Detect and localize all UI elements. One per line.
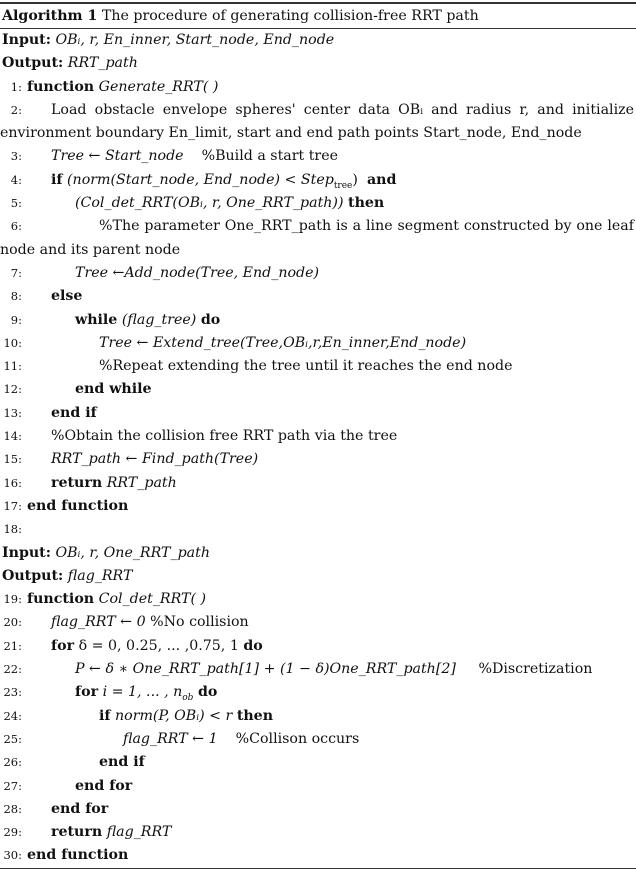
line-number: 22: bbox=[3, 662, 22, 677]
code-text: flag_RRT ← 0 bbox=[51, 614, 146, 631]
code-line bbox=[0, 518, 636, 541]
keyword: if bbox=[99, 707, 111, 724]
input-line-2 bbox=[0, 542, 636, 565]
code-line bbox=[0, 262, 636, 285]
keyword: end function bbox=[27, 847, 129, 864]
comment: %No collision bbox=[150, 614, 249, 631]
code-text: norm(P, OBᵢ) < r bbox=[115, 707, 233, 724]
comment: %The parameter One_RRT_path is a line segment constructed by one leaf node and its parent node bbox=[0, 218, 634, 258]
code-line bbox=[0, 309, 636, 332]
comment: %Repeat extending the tree until it reaches the end node bbox=[99, 358, 513, 375]
code-text: δ = 0, 0.25, ... ,0.75, 1 bbox=[78, 637, 239, 654]
code-text: Col_det_RRT( ) bbox=[98, 591, 207, 608]
code-line bbox=[0, 76, 636, 99]
output-line-2 bbox=[0, 565, 636, 588]
line-number: 28: bbox=[3, 801, 22, 816]
line-number: 27: bbox=[3, 778, 22, 793]
code-line bbox=[0, 588, 636, 611]
keyword: end while bbox=[75, 381, 152, 398]
keyword: and bbox=[366, 171, 397, 188]
line-number: 7: bbox=[10, 265, 22, 280]
keyword: else bbox=[51, 288, 83, 305]
code-line bbox=[0, 751, 636, 774]
input-label: Input: bbox=[2, 32, 51, 48]
code-line bbox=[0, 169, 636, 192]
output-label: Output: bbox=[2, 567, 64, 584]
code-text: (Col_det_RRT(OBᵢ, r, One_RRT_path)) bbox=[75, 195, 344, 212]
code-line bbox=[0, 775, 636, 798]
comment: %Obtain the collision free RRT path via the tree bbox=[51, 428, 398, 445]
code-line bbox=[0, 821, 636, 844]
line-number: 5: bbox=[10, 196, 22, 211]
code-text: Tree ←Add_node(Tree, End_node) bbox=[75, 264, 320, 281]
keyword: end for bbox=[51, 800, 109, 817]
keyword: for bbox=[75, 684, 99, 701]
code-text: RRT_path ← Find_path(Tree) bbox=[51, 451, 259, 468]
output-value: RRT_path bbox=[67, 55, 138, 72]
line-number: 8: bbox=[10, 289, 22, 304]
comment: %Collison occurs bbox=[235, 730, 360, 747]
line-number: 24: bbox=[3, 708, 22, 723]
line-number: 23: bbox=[3, 685, 22, 700]
line-number: 1: bbox=[10, 79, 22, 94]
code-text: (flag_tree) bbox=[121, 311, 197, 328]
code-line bbox=[0, 728, 636, 751]
keyword: do bbox=[200, 311, 221, 328]
line-number: 25: bbox=[3, 731, 22, 746]
code-text: Load obstacle envelope spheres' center data OBᵢ and radius r, and initialize environment boundary En_limit, start and end path points Start_node, End_node bbox=[0, 101, 634, 142]
code-text: i = 1, ... , n bbox=[102, 684, 183, 701]
line-number: 6: bbox=[10, 219, 22, 234]
input-label: Input: bbox=[2, 544, 51, 561]
code-text: flag_RRT bbox=[106, 824, 172, 841]
line-number: 11: bbox=[3, 359, 22, 374]
keyword: then bbox=[348, 195, 385, 212]
code-line bbox=[0, 145, 636, 168]
algorithm-block bbox=[0, 2, 636, 869]
line-number: 21: bbox=[3, 638, 22, 653]
line-number: 10: bbox=[3, 335, 22, 350]
code-line bbox=[0, 99, 636, 146]
line-number: 17: bbox=[3, 498, 22, 513]
output-label: Output: bbox=[2, 55, 64, 72]
input-value: OBᵢ, r, One_RRT_path bbox=[55, 544, 210, 561]
code-text: flag_RRT ← 1 bbox=[123, 730, 218, 747]
caption-label: Algorithm 1 bbox=[2, 8, 98, 24]
code-text: RRT_path bbox=[106, 474, 177, 491]
code-line bbox=[0, 332, 636, 355]
code-line bbox=[0, 285, 636, 308]
line-number: 30: bbox=[3, 848, 22, 863]
input-line-1 bbox=[0, 29, 636, 52]
code-line bbox=[0, 472, 636, 495]
output-value: flag_RRT bbox=[67, 567, 133, 584]
keyword: end function bbox=[27, 497, 129, 514]
line-number: 20: bbox=[3, 615, 22, 630]
code-text: ) bbox=[352, 171, 358, 188]
keyword: if bbox=[51, 171, 63, 188]
line-number: 29: bbox=[3, 825, 22, 840]
code-text: (norm(Start_node, End_node) < Step bbox=[67, 171, 334, 188]
subscript: ob bbox=[182, 693, 194, 704]
line-number: 3: bbox=[10, 149, 22, 164]
keyword: return bbox=[51, 474, 103, 491]
code-line bbox=[0, 844, 636, 867]
line-number: 2: bbox=[10, 102, 22, 117]
code-line bbox=[0, 798, 636, 821]
caption-text: The procedure of generating collision-free RRT path bbox=[97, 8, 479, 24]
code-line bbox=[0, 192, 636, 215]
line-number: 14: bbox=[3, 429, 22, 444]
line-number: 12: bbox=[3, 382, 22, 397]
code-text: Tree ← Extend_tree(Tree,OBᵢ,r,En_inner,End_node) bbox=[99, 334, 467, 351]
code-line bbox=[0, 681, 636, 704]
subscript: tree bbox=[333, 180, 353, 191]
line-number: 4: bbox=[10, 172, 22, 187]
keyword: while bbox=[75, 311, 118, 328]
code-line bbox=[0, 425, 636, 448]
code-text: Tree ← Start_node bbox=[51, 148, 184, 165]
code-line bbox=[0, 402, 636, 425]
bottom-rule bbox=[0, 868, 636, 869]
keyword: end if bbox=[51, 404, 97, 421]
line-number: 26: bbox=[3, 755, 22, 770]
keyword: for bbox=[51, 637, 75, 654]
line-number: 9: bbox=[10, 312, 22, 327]
comment: %Discretization bbox=[478, 661, 593, 678]
comment: %Build a start tree bbox=[201, 148, 338, 165]
keyword: return bbox=[51, 824, 103, 841]
input-value: OBᵢ, r, En_inner, Start_node, End_node bbox=[55, 32, 335, 48]
keyword: end for bbox=[75, 777, 133, 794]
output-line-1 bbox=[0, 52, 636, 75]
line-number: 18: bbox=[3, 522, 22, 537]
line-number: 13: bbox=[3, 405, 22, 420]
keyword: then bbox=[236, 707, 274, 724]
code-text: P ← δ ∗ One_RRT_path[1] + (1 − δ)One_RRT_path[2] bbox=[75, 661, 456, 678]
code-line bbox=[0, 635, 636, 658]
keyword: function bbox=[27, 591, 95, 608]
algorithm-caption bbox=[0, 4, 636, 28]
keyword: function bbox=[27, 78, 95, 95]
code-line bbox=[0, 705, 636, 728]
code-text: Generate_RRT( ) bbox=[98, 78, 219, 95]
code-line bbox=[0, 378, 636, 401]
code-line bbox=[0, 658, 636, 681]
line-number: 15: bbox=[3, 452, 22, 467]
code-line bbox=[0, 448, 636, 471]
code-line bbox=[0, 611, 636, 634]
code-line bbox=[0, 215, 636, 262]
code-line bbox=[0, 495, 636, 518]
keyword: end if bbox=[99, 754, 145, 771]
keyword: do bbox=[197, 684, 218, 701]
line-number: 19: bbox=[3, 592, 22, 607]
keyword: do bbox=[243, 637, 263, 654]
line-number: 16: bbox=[3, 475, 22, 490]
code-line bbox=[0, 355, 636, 378]
